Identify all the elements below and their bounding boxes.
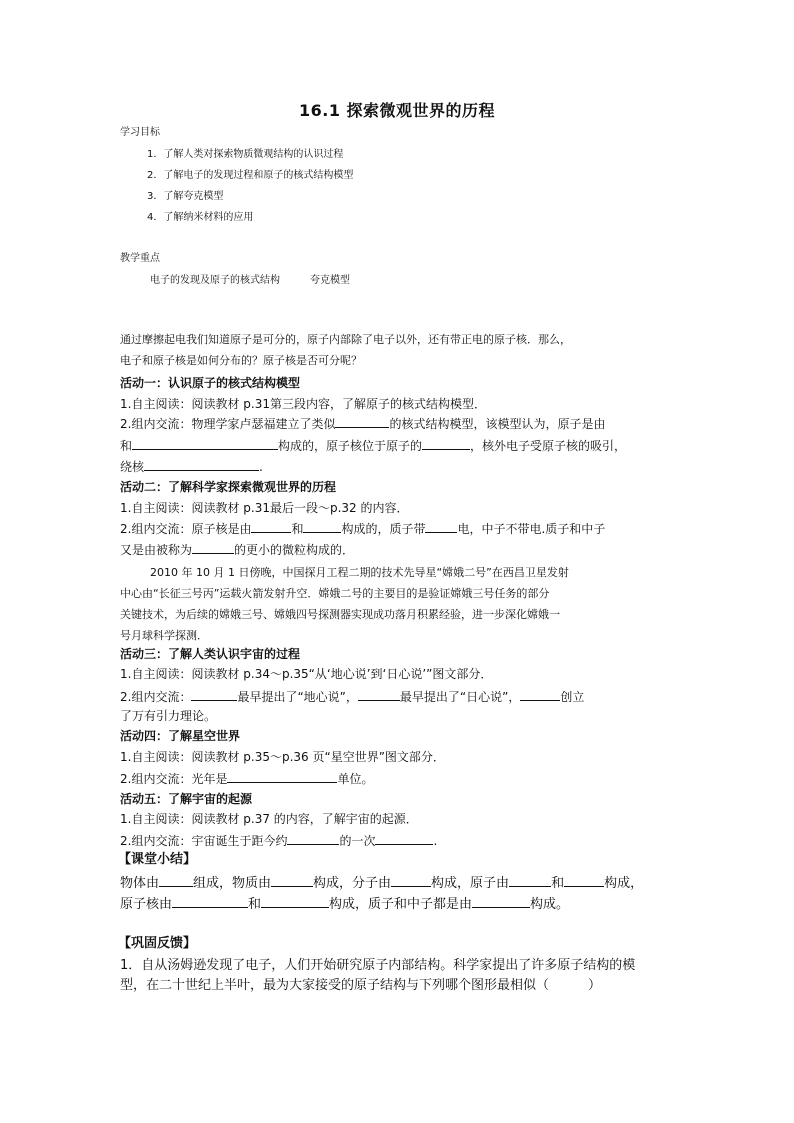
goal-item: 1．了解人类对探索物质微观结构的认识过程 <box>147 149 344 160</box>
activity-4-line-1: 1.自主阅读：阅读教材 p.35～p.36 页“星空世界”图文部分． <box>120 750 445 764</box>
text: 构成，原子由 <box>431 876 510 891</box>
answer-blank[interactable] <box>287 832 339 845</box>
text: 的核式结构模型，该模型认为，原子是由 <box>389 417 606 431</box>
activity-2-line-3 <box>120 541 354 558</box>
text: . <box>433 834 438 848</box>
answer-blank[interactable] <box>251 520 291 533</box>
answer-blank[interactable] <box>227 770 337 783</box>
text: 和 <box>248 897 262 912</box>
news-line: 号月球科学探测． <box>120 629 208 642</box>
activity-1-line-3 <box>120 437 626 454</box>
text: 的更小的微粒构成的． <box>234 543 355 557</box>
text: 的一次 <box>339 834 376 848</box>
answer-blank[interactable] <box>191 688 237 701</box>
question-1-line-2: 型，在二十世纪上半叶，最为大家接受的原子结构与下列哪个图形最相似（ ） <box>120 978 602 993</box>
activity-5-line-1: 1.自主阅读：阅读教材 p.37 的内容，了解宇宙的起源． <box>120 812 418 826</box>
answer-blank[interactable] <box>425 520 457 533</box>
text: 又是由被称为 <box>120 543 193 557</box>
text: 构成的，质子带 <box>341 522 426 536</box>
activity-5-title: 活动五：了解宇宙的起源 <box>120 792 253 806</box>
answer-blank[interactable] <box>358 688 400 701</box>
text: 和 <box>291 522 304 536</box>
activity-4-title: 活动四：了解星空世界 <box>120 729 241 743</box>
answer-blank[interactable] <box>564 874 604 887</box>
text: 2.组内交流：原子核是由 <box>120 522 252 536</box>
text: 组成，物质由 <box>193 876 272 891</box>
goal-item: 3．了解夸克模型 <box>147 191 224 202</box>
answer-blank[interactable] <box>271 874 313 887</box>
activity-2-line-2 <box>120 520 605 537</box>
text: 2.组内交流： <box>120 690 192 704</box>
text: 构成，分子由 <box>313 876 392 891</box>
text: 构成。 <box>530 897 570 912</box>
answer-blank[interactable] <box>172 895 248 908</box>
activity-3-line-3: 了万有引力理论。 <box>120 709 217 723</box>
answer-blank[interactable] <box>192 541 234 554</box>
answer-blank[interactable] <box>159 874 193 887</box>
text: 构成，质子和中子都是由 <box>329 897 473 912</box>
text: 和 <box>120 439 133 453</box>
activity-4-line-2 <box>120 770 373 787</box>
answer-blank[interactable] <box>132 437 278 450</box>
intro-line: 电子和原子核是如何分布的？原子核是否可分呢？ <box>120 354 362 367</box>
activity-2-line-1: 1.自主阅读：阅读教材 p.31最后一段～p.32 的内容． <box>120 501 409 515</box>
text: 2.组内交流：物理学家卢瑟福建立了类似 <box>120 417 336 431</box>
text: 原子核由 <box>120 897 173 912</box>
news-line: 中心由“长征三号丙”运载火箭发射升空．嫦娥二号的主要目的是验证嫦娥三号任务的部分 <box>120 587 550 600</box>
activity-1-line-1: 1.自主阅读：阅读教材 p.31第三段内容，了解原子的核式结构模型． <box>120 397 486 411</box>
text: 物体由 <box>120 876 160 891</box>
activity-3-line-1: 1.自主阅读：阅读教材 p.34～p.35“从‘地心说’到‘日心说’”图文部分． <box>120 667 493 681</box>
answer-blank[interactable] <box>472 895 530 908</box>
text: 最早提出了“日心说”， <box>399 690 521 704</box>
summary-line-1 <box>120 874 643 893</box>
answer-blank[interactable] <box>391 874 431 887</box>
activity-1-title: 活动一：认识原子的核式结构模型 <box>120 376 301 390</box>
text: 2.组内交流：宇宙诞生于距今约 <box>120 834 288 848</box>
key-points-heading: 教学重点 <box>120 253 160 264</box>
activity-1-line-4 <box>120 458 263 475</box>
answer-blank[interactable] <box>375 832 433 845</box>
text: 2.组内交流：光年是 <box>120 772 228 786</box>
intro-line: 通过摩擦起电我们知道原子是可分的，原子内部除了电子以外，还有带正电的原子核．那么， <box>120 333 571 346</box>
activity-2-title: 活动二：了解科学家探索微观世界的历程 <box>120 480 337 494</box>
activity-3-line-2 <box>120 688 584 705</box>
text: ，核外电子受原子核的吸引， <box>470 439 627 453</box>
activity-5-line-2 <box>120 832 437 849</box>
summary-heading: 【课堂小结】 <box>118 852 197 867</box>
answer-blank[interactable] <box>303 520 341 533</box>
answer-blank[interactable] <box>422 437 470 450</box>
answer-blank[interactable] <box>335 415 389 428</box>
news-line: 关键技术，为后续的嫦娥三号、嫦娥四号探测器实现成功落月积累经验，进一步深化嫦娥一 <box>120 608 560 621</box>
text: 绕核 <box>120 460 145 474</box>
key-points-text: 电子的发现及原子的核式结构 夸克模型 <box>150 275 350 286</box>
goal-item: 4．了解纳米材料的应用 <box>147 212 254 223</box>
answer-blank[interactable] <box>144 458 259 471</box>
feedback-heading: 【巩固反馈】 <box>118 936 197 951</box>
text: 创立 <box>560 690 585 704</box>
text: 电，中子不带电.质子和中子 <box>457 522 606 536</box>
text: 最早提出了“地心说”， <box>237 690 358 704</box>
activity-3-title: 活动三：了解人类认识宇宙的过程 <box>120 647 301 661</box>
text: 构成的，原子核位于原子的 <box>278 439 423 453</box>
goal-item: 2．了解电子的发现过程和原子的核式结构模型 <box>147 170 354 181</box>
answer-blank[interactable] <box>509 874 551 887</box>
answer-blank[interactable] <box>520 688 560 701</box>
activity-1-line-2 <box>120 415 605 432</box>
page-title: 16.1 探索微观世界的历程 <box>298 101 496 120</box>
question-1-line-1: 1．自从汤姆逊发现了电子，人们开始研究原子内部结构。科学家提出了许多原子结构的模 <box>120 958 636 973</box>
news-line: 2010 年 10 月 1 日傍晚，中国探月工程二期的技术先导星“嫦娥二号”在西昌卫星发射 <box>150 566 569 579</box>
goals-heading: 学习目标 <box>120 127 160 138</box>
summary-line-2 <box>120 895 569 914</box>
text: 单位。 <box>337 772 374 786</box>
text: . <box>259 460 263 474</box>
text: 构成， <box>604 876 644 891</box>
answer-blank[interactable] <box>261 895 329 908</box>
text: 和 <box>551 876 565 891</box>
